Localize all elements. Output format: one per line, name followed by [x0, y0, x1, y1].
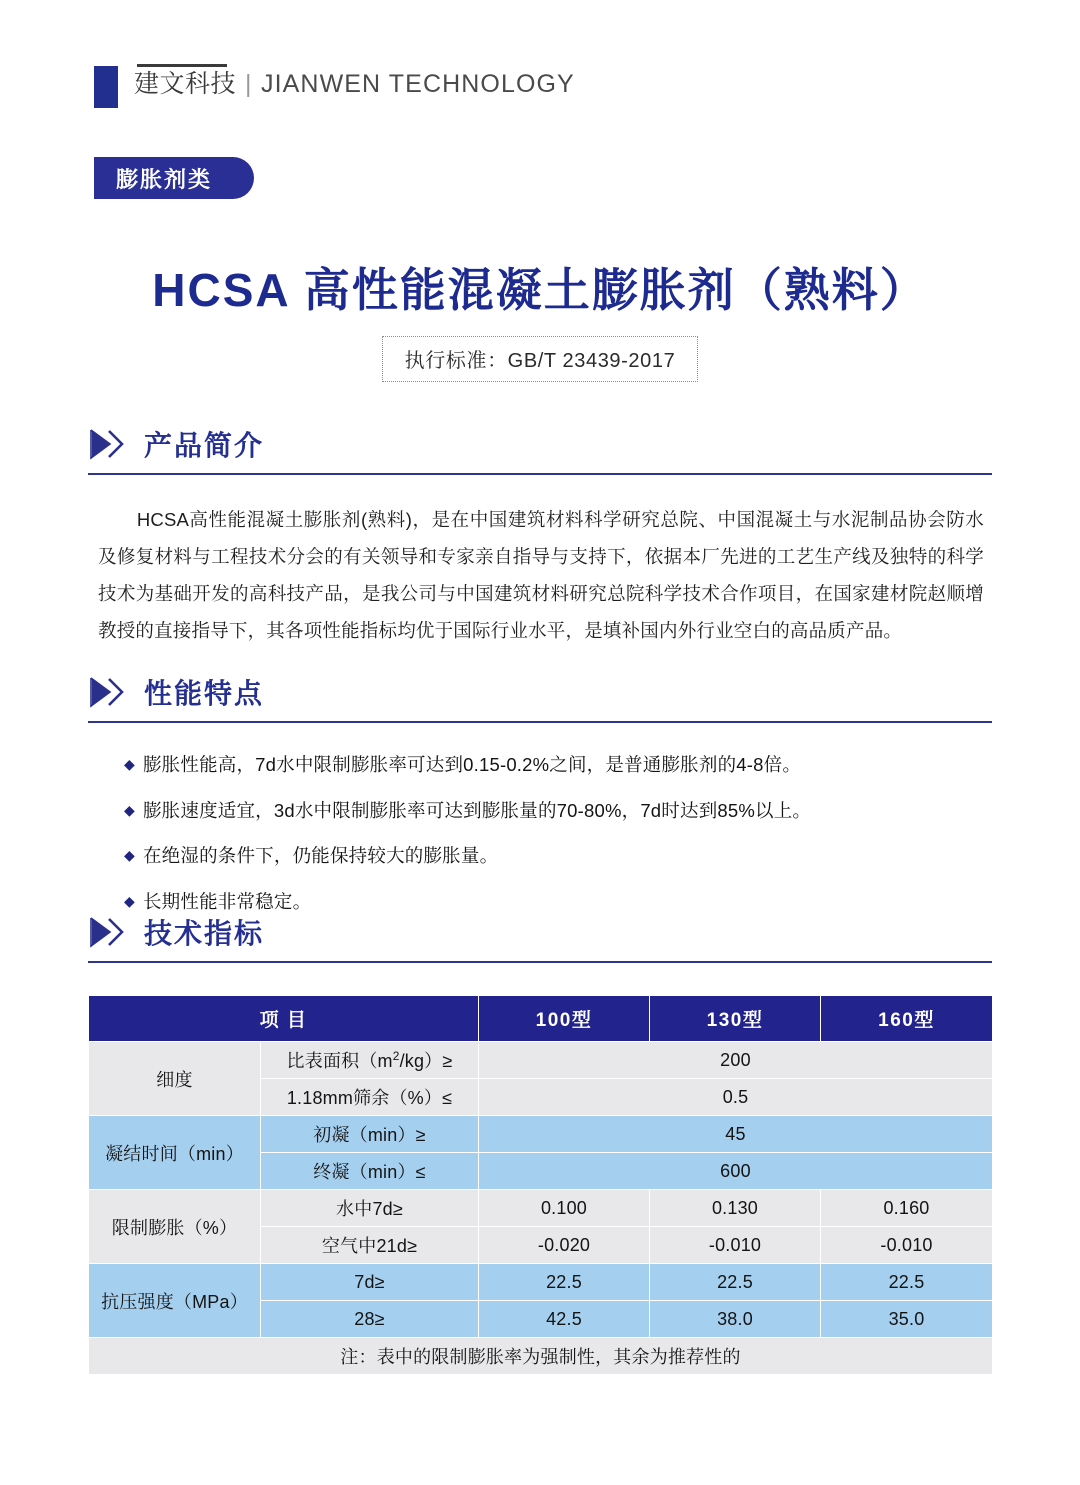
section-heading-intro	[88, 424, 992, 475]
spec-item-cell: 比表面积$(m^2/kg)\ge$	[261, 1042, 479, 1079]
table-row	[89, 1264, 993, 1301]
diamond-bullet-icon: ◆	[124, 847, 135, 864]
spec-item-cell: 7d≥	[261, 1264, 479, 1301]
table-row	[89, 1116, 993, 1153]
chevron-right-icon	[88, 915, 134, 949]
diamond-bullet-icon: ◆	[124, 801, 135, 818]
feature-list	[88, 751, 992, 917]
spec-value-cell: 0.5	[479, 1079, 993, 1116]
brand-rule-divider	[137, 64, 227, 67]
superscript: 2	[392, 1049, 400, 1063]
list-item	[124, 797, 992, 826]
table-note-row	[89, 1338, 993, 1375]
spec-category-cell: 凝结时间（min）	[89, 1116, 261, 1190]
column-header-type-100: 100型	[479, 996, 650, 1042]
standard-code-box: 执行标准：GB/T 23439-2017	[382, 336, 699, 382]
feature-text: 膨胀性能高，7d水中限制膨胀率可达到0.15-0.2%之间，是普通膨胀剂的4-8倍。	[142, 754, 802, 775]
table-header-row	[89, 996, 993, 1042]
spec-item-cell: 水中7d≥	[261, 1190, 479, 1227]
spec-value-cell: 22.5	[821, 1264, 993, 1301]
section-heading-specs	[88, 912, 992, 963]
spec-value-cell: 38.0	[650, 1301, 821, 1338]
diamond-bullet-icon: ◆	[124, 893, 135, 910]
spec-item-cell: 1.18mm筛余（%）≤	[261, 1079, 479, 1116]
title-block	[0, 262, 1080, 382]
chevron-right-icon	[88, 675, 134, 709]
spec-item-cell: 终凝（min）≤	[261, 1153, 479, 1190]
spec-value-cell: 200	[479, 1042, 993, 1079]
spec-category-cell: 细度	[89, 1042, 261, 1116]
category-badge-label: 膨胀剂类	[116, 166, 213, 192]
spec-item-cell: 空气中21d≥	[261, 1227, 479, 1264]
brand-header	[94, 62, 575, 108]
spec-item-cell: 28≥	[261, 1301, 479, 1338]
column-header-type-160: 160型	[821, 996, 993, 1042]
spec-value-cell: 42.5	[479, 1301, 650, 1338]
diamond-bullet-icon: ◆	[124, 756, 135, 772]
spec-table-body	[89, 1042, 993, 1375]
intro-paragraph: HCSA高性能混凝土膨胀剂(熟料)，是在中国建筑材料科学研究总院、中国混凝土与水泥制品协会防水及修复材料与工程技术分会的有关领导和专家亲自指导与支持下，依据本厂先进的工艺生产线及独特的科学技术为基础开发的高科技产品，是我公司与中国建筑材料研究总院科学技术合作项目，在国家建材院赵顺增教授的直接指导下，其各项性能指标均优于国际行业水平，是填补国内外行业空白的高品质产品。	[98, 509, 984, 641]
spec-table	[88, 995, 993, 1375]
spec-value-cell: 0.160	[821, 1190, 993, 1227]
spec-value-cell: 600	[479, 1153, 993, 1190]
spec-category-cell: 抗压强度（MPa）	[89, 1264, 261, 1338]
feature-text: 在绝湿的条件下，仍能保持较大的膨胀量。	[142, 845, 499, 867]
category-badge	[94, 157, 254, 199]
spec-category-cell: 限制膨胀（%）	[89, 1190, 261, 1264]
section-features	[88, 672, 992, 934]
brand-logo-mark	[94, 66, 118, 108]
section-title-intro: 产品简介	[144, 430, 265, 461]
spec-value-cell: 22.5	[650, 1264, 821, 1301]
list-item	[124, 751, 992, 780]
spec-value-cell: -0.020	[479, 1227, 650, 1264]
spec-value-cell: 22.5	[479, 1264, 650, 1301]
spec-value-cell: 0.100	[479, 1190, 650, 1227]
section-title-features: 性能特点	[144, 678, 265, 709]
brand-name-en: JIANWEN TECHNOLOGY	[261, 70, 575, 98]
chevron-right-icon	[88, 427, 134, 461]
spec-item-cell: 初凝（min）≥	[261, 1116, 479, 1153]
page-title: HCSA 高性能混凝土膨胀剂（熟料）	[152, 264, 928, 316]
table-note-text: 注：表中的限制膨胀率为强制性，其余为推荐性的	[89, 1338, 993, 1375]
spec-table-wrapper	[88, 995, 992, 1375]
spec-value-cell: 35.0	[821, 1301, 993, 1338]
spec-table-head	[89, 996, 993, 1042]
spec-value-cell: -0.010	[821, 1227, 993, 1264]
spec-value-cell: 0.130	[650, 1190, 821, 1227]
section-heading-features	[88, 672, 992, 723]
brand-name-cn: 建文科技	[134, 70, 237, 98]
section-specs	[88, 912, 992, 1375]
spec-value-cell: -0.010	[650, 1227, 821, 1264]
feature-text: 长期性能非常稳定。	[142, 891, 312, 913]
brand-text	[134, 62, 575, 102]
column-header-type-130: 130型	[650, 996, 821, 1042]
section-title-specs: 技术指标	[144, 918, 265, 949]
spec-value-cell: 45	[479, 1116, 993, 1153]
column-header-item: 项 目	[89, 996, 479, 1042]
table-row	[89, 1042, 993, 1079]
section-product-intro	[88, 424, 992, 668]
feature-text: 膨胀速度适宜，3d水中限制膨胀率可达到膨胀量的70-80%，7d时达到85%以上。	[142, 799, 812, 821]
brand-separator: |	[245, 70, 253, 98]
list-item	[124, 842, 992, 871]
table-row	[89, 1190, 993, 1227]
